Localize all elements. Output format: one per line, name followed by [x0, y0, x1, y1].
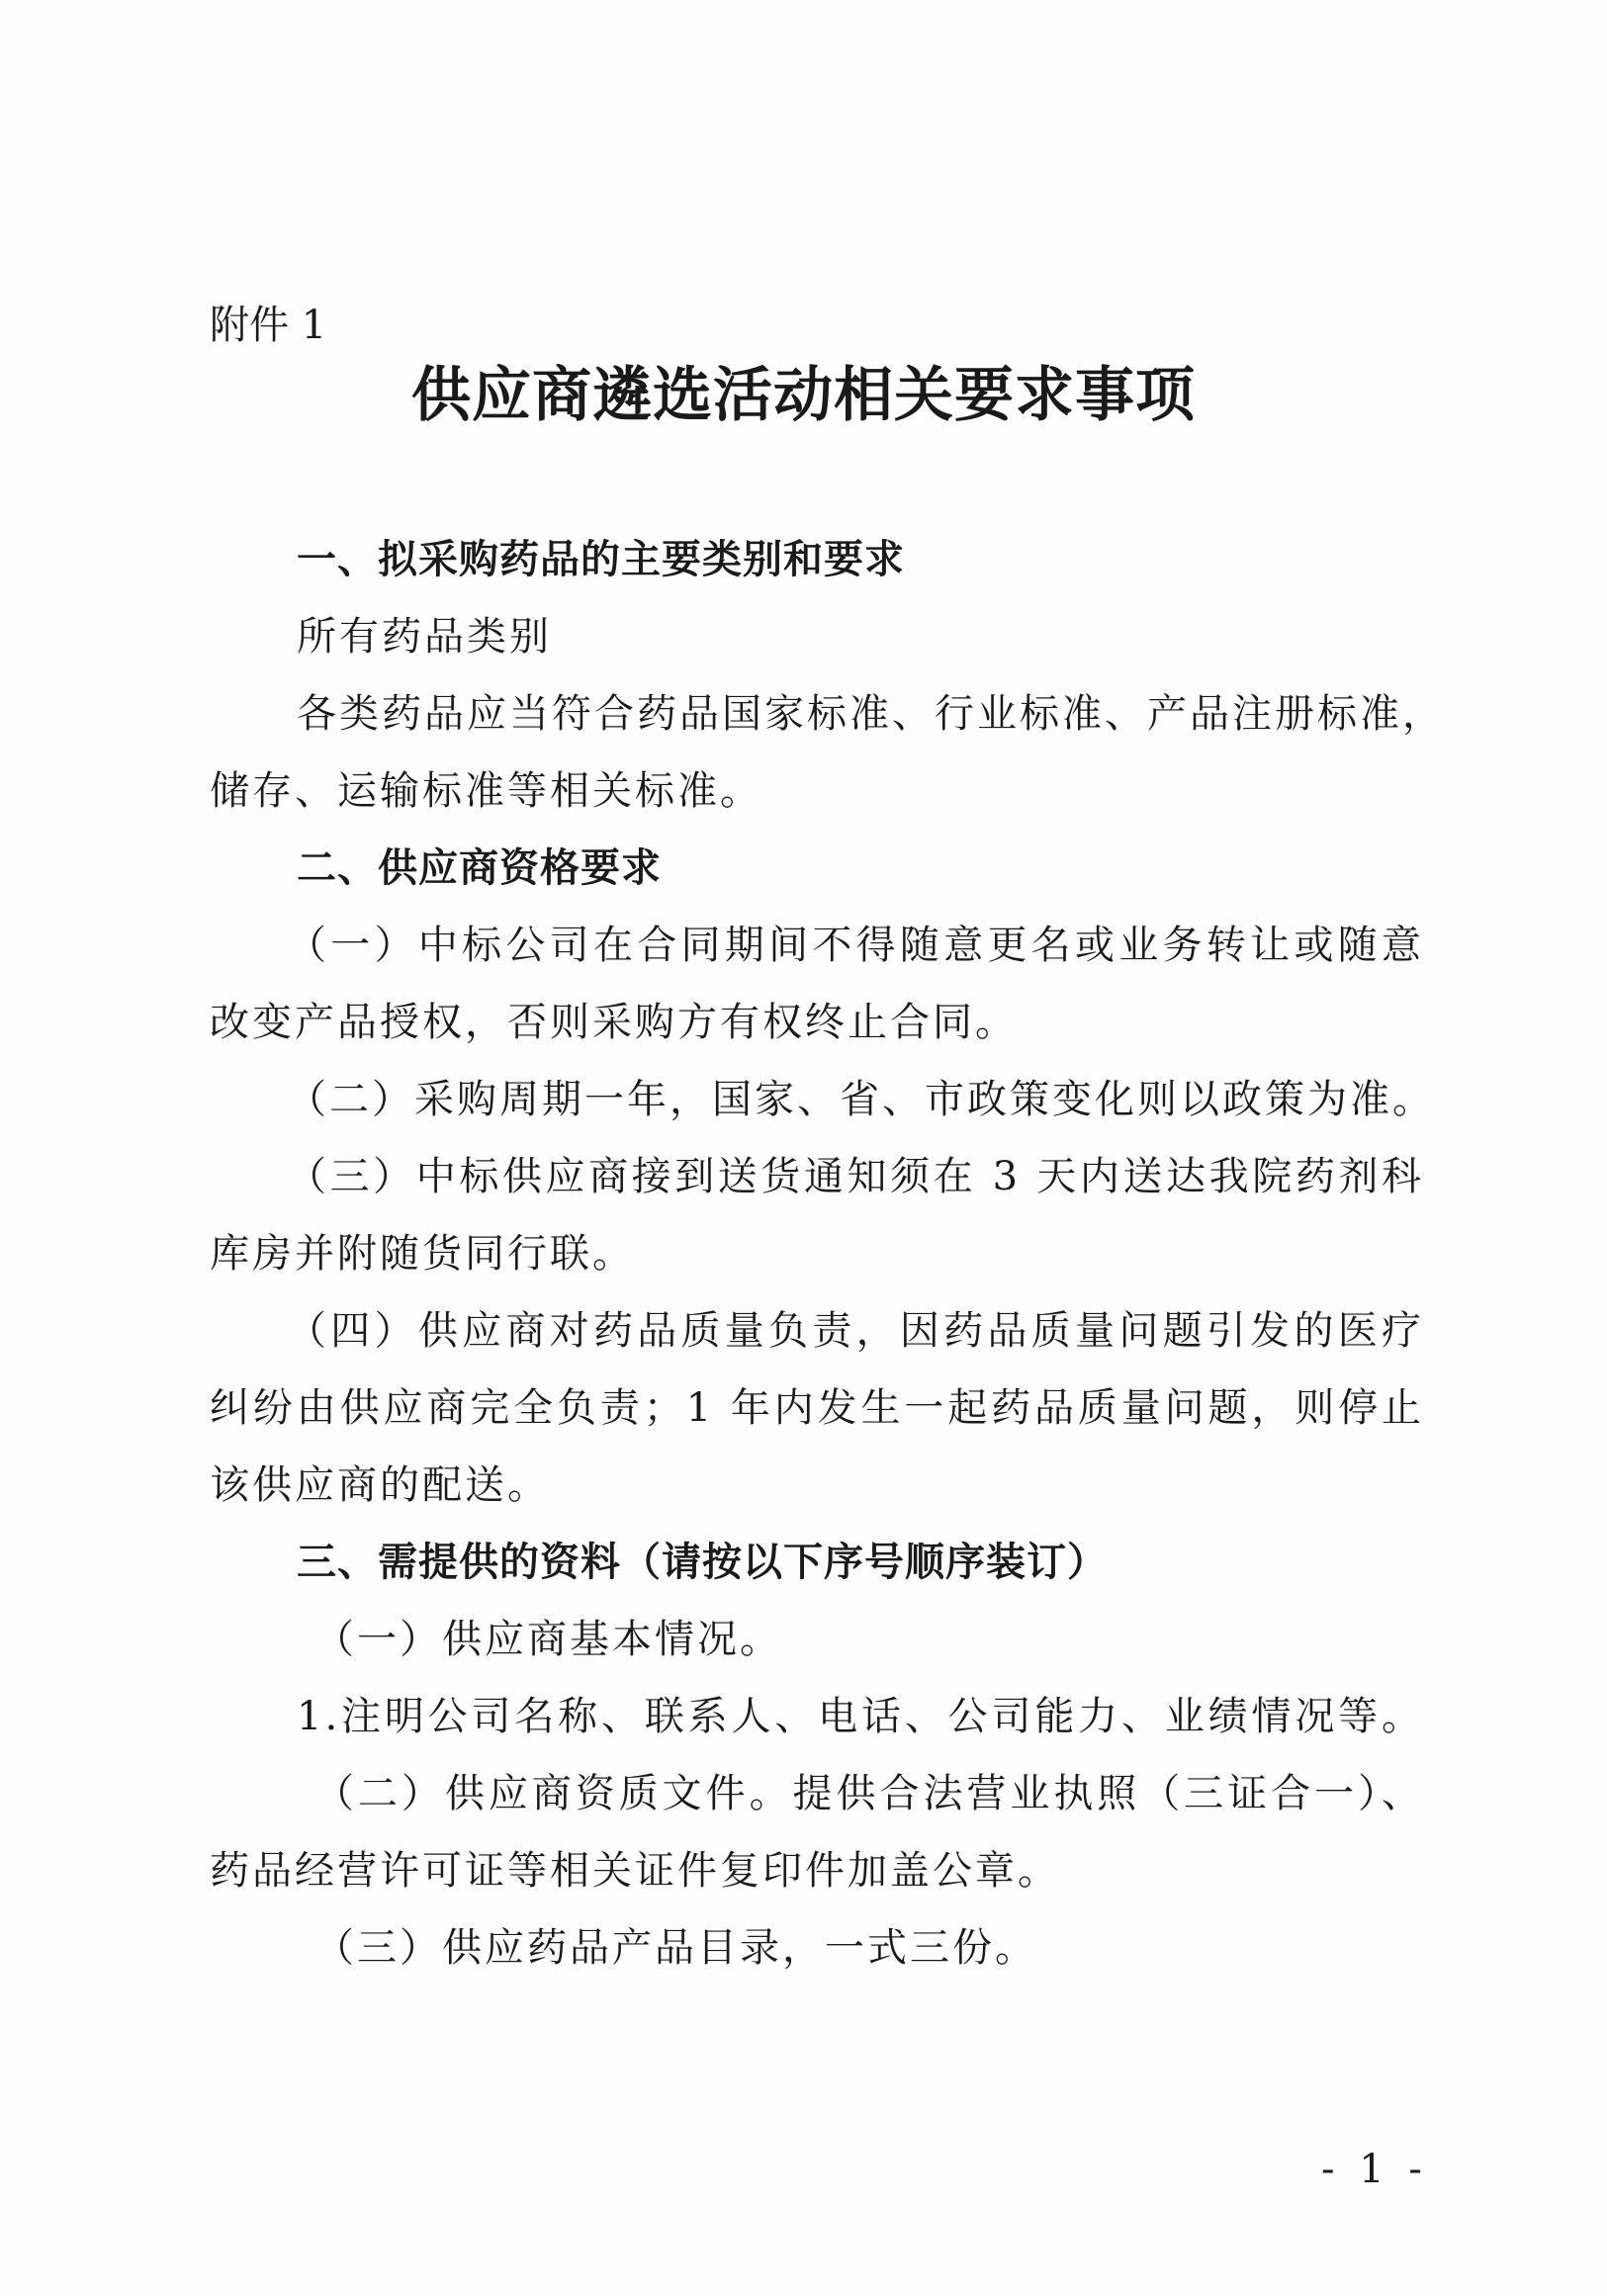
section-3-heading: 三、需提供的资料（请按以下序号顺序装订） — [297, 1540, 1108, 1585]
section-3-item-3: （三）供应药品产品目录，一式三份。 — [314, 1925, 1037, 1971]
section-3-item-1: （一）供应商基本情况。 — [314, 1617, 782, 1662]
section-2-item-1-line-2: 改变产品授权，否则采购方有权终止合同。 — [210, 1000, 1018, 1045]
document-title: 供应商遴选活动相关要求事项 — [411, 361, 1196, 430]
section-1-paragraph-2-line-1: 各类药品应当符合药品国家标准、行业标准、产品注册标准， — [297, 691, 1445, 737]
section-1-heading: 一、拟采购药品的主要类别和要求 — [297, 537, 905, 582]
page-number: - 1 - — [1321, 2147, 1428, 2192]
section-2-item-4-line-1: （四）供应商对药品质量负责，因药品质量问题引发的医疗 — [287, 1308, 1424, 1354]
section-2-item-4-line-2: 纠纷由供应商完全负责；1 年内发生一起药品质量问题，则停止 — [210, 1385, 1424, 1431]
section-2-item-1-line-1: （一）中标公司在合同期间不得随意更名或业务转让或随意 — [287, 923, 1424, 968]
section-2-item-3-line-2: 库房并附随货同行联。 — [210, 1231, 635, 1277]
attachment-label: 附件 1 — [210, 303, 327, 348]
section-3-item-1-sub: 1.注明公司名称、联系人、电话、公司能力、业绩情况等。 — [297, 1694, 1424, 1739]
section-1-paragraph-2-line-2: 储存、运输标准等相关标准。 — [210, 768, 762, 814]
section-3-item-2-line-2: 药品经营许可证等相关证件复印件加盖公章。 — [210, 1848, 1060, 1894]
section-2-item-3-line-1: （三）中标供应商接到送货通知须在 3 天内送达我院药剂科 — [287, 1154, 1424, 1199]
section-1-paragraph-1: 所有药品类别 — [297, 614, 552, 660]
section-2-item-2-line-1: （二）采购周期一年，国家、省、市政策变化则以政策为准。 — [287, 1077, 1435, 1122]
section-3-item-2-line-1: （二）供应商资质文件。提供合法营业执照（三证合一）、 — [314, 1771, 1424, 1816]
section-2-heading: 二、供应商资格要求 — [297, 845, 662, 891]
section-2-item-4-line-3: 该供应商的配送。 — [210, 1462, 550, 1508]
